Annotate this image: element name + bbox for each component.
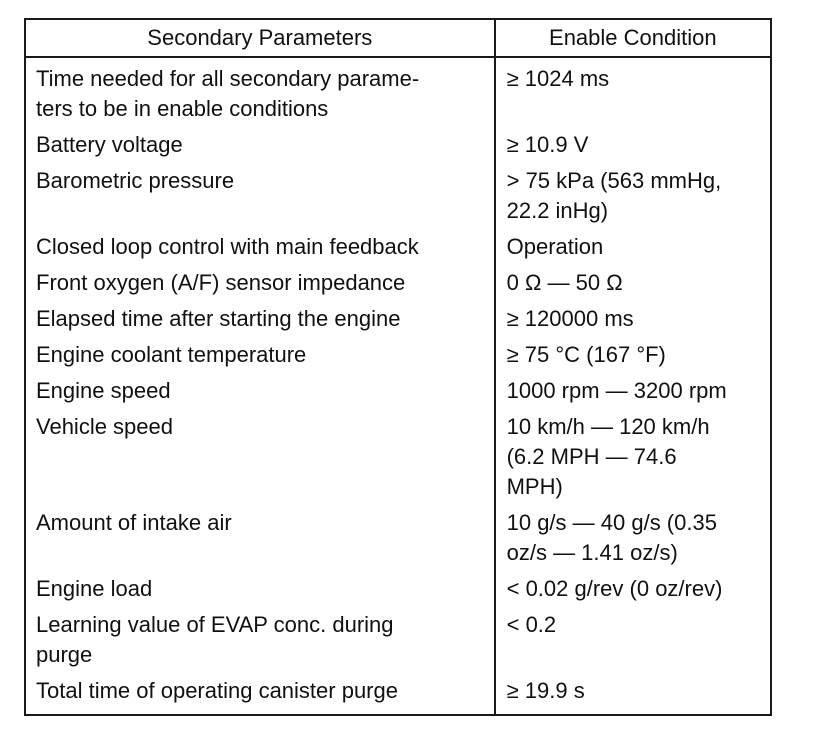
table-row (25, 230, 771, 266)
table-row (25, 506, 771, 572)
table-header-row (25, 19, 771, 57)
condition-cell: 1000 rpm — 3200 rpm (495, 374, 771, 410)
condition-cell: ≥ 10.9 V (495, 128, 771, 164)
table-row (25, 57, 771, 128)
parameter-cell: Total time of operating canister purge (25, 674, 495, 715)
condition-cell: 10 g/s — 40 g/s (0.35 oz/s — 1.41 oz/s) (495, 506, 771, 572)
header-secondary-parameters: Secondary Parameters (25, 19, 495, 57)
parameter-cell: Engine coolant temperature (25, 338, 495, 374)
header-enable-condition: Enable Condition (495, 19, 771, 57)
parameter-cell: Elapsed time after starting the engine (25, 302, 495, 338)
table-row (25, 674, 771, 715)
table-row (25, 608, 771, 674)
table-row (25, 128, 771, 164)
parameter-cell: Learning value of EVAP conc. during purge (25, 608, 495, 674)
table-row (25, 338, 771, 374)
condition-cell: < 0.02 g/rev (0 oz/rev) (495, 572, 771, 608)
condition-cell: Operation (495, 230, 771, 266)
parameter-cell: Barometric pressure (25, 164, 495, 230)
parameter-cell: Time needed for all secondary parame- ters to be in enable conditions (25, 57, 495, 128)
parameter-cell: Battery voltage (25, 128, 495, 164)
parameter-cell: Front oxygen (A/F) sensor impedance (25, 266, 495, 302)
table-row (25, 374, 771, 410)
table-row (25, 164, 771, 230)
condition-cell: ≥ 75 °C (167 °F) (495, 338, 771, 374)
secondary-parameters-table (24, 18, 772, 716)
parameter-cell: Amount of intake air (25, 506, 495, 572)
condition-cell: 0 Ω — 50 Ω (495, 266, 771, 302)
condition-cell: < 0.2 (495, 608, 771, 674)
table-row (25, 266, 771, 302)
table-row (25, 302, 771, 338)
parameter-cell: Closed loop control with main feedback (25, 230, 495, 266)
table-row (25, 410, 771, 506)
condition-cell: 10 km/h — 120 km/h (6.2 MPH — 74.6 MPH) (495, 410, 771, 506)
condition-cell: > 75 kPa (563 mmHg, 22.2 inHg) (495, 164, 771, 230)
condition-cell: ≥ 19.9 s (495, 674, 771, 715)
parameter-cell: Engine load (25, 572, 495, 608)
condition-cell: ≥ 120000 ms (495, 302, 771, 338)
condition-cell: ≥ 1024 ms (495, 57, 771, 128)
table-row (25, 572, 771, 608)
parameter-cell: Engine speed (25, 374, 495, 410)
parameter-cell: Vehicle speed (25, 410, 495, 506)
